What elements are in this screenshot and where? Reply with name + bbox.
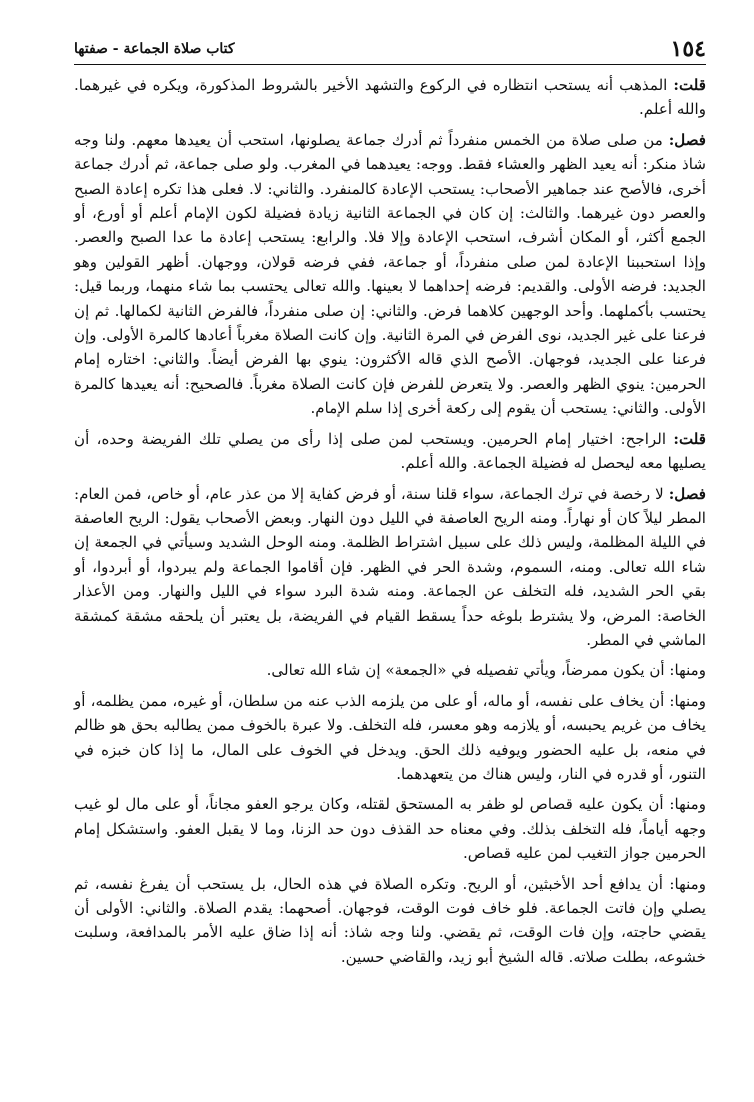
paragraph-text: لا رخصة في ترك الجماعة، سواء قلنا سنة، أو فرض كفاية إلا من عذر عام، أو خاص، فمن العام: المطر ليلاً كان أو نهاراً. ومنه الريح العاصفة في الليل دون النهار. وبعض الأصحاب يقول: الريح العاصفة في الليلة المظلمة، وليس ذلك على سبيل اشتراط الظلمة. ومنه الوحل الشديد وسيأتي في الجمعة إن شاء الله تعالى. ومنه، السموم، وشدة الحر في الظهر. فإن أقاموا الجماعة ولم يبردوا، أو أبردوا، أو بقي الحر الشديد، فله التخلف عن الجماعة. ومنه شدة البرد سواء في الليل والنهار. ومن الأعذار الخاصة: المرض، ولا يشترط بلوغه حداً يسقط القيام في الفريضة، بل يعتبر أن يلحقه مشقة كمشقة الماشي في المطر.: [74, 484, 706, 649]
paragraph-wa-minha-1: [74, 658, 706, 682]
paragraph-text: الراجح: اختيار إمام الحرمين. ويستحب لمن صلى إذا رأى من يصلي تلك الفريضة وحده، أن يصليها معه ليحصل له فضيلة الجماعة. والله أعلم.: [74, 429, 706, 473]
paragraph-wa-minha-2: [74, 689, 706, 787]
paragraph-text: من صلى صلاة من الخمس منفرداً ثم أدرك جماعة يصلونها، استحب أن يعيدها معهم. ولنا وجه شاذ منكر: أنه يعيد الظهر والعشاء فقط. ووجه: يعيدهما في المغرب. ولو صلى جماعة، ثم أدرك جماعة أخرى، فالأصح عند جماهير الأصحاب: يستحب الإعادة كالمنفرد. والثاني: لا. فعلى هذا تكره إعادة الصبح والعصر دون غيرهما. والثالث: إن كان في الجماعة الثانية زيادة فضيلة لكون الإمام أعلم أو أورع، أو الجمع أكثر، أو المكان أشرف، استحب الإعادة وإلا فلا. والرابع: يستحب إعادة ما عدا الصبح والعصر. وإذا استحببنا الإعادة لمن صلى منفرداً، أو جماعة، ففي فرضه قولان، ووجهان. أظهر القولين وهو الجديد: فرضه الأولى. والقديم: فرضه إحداهما لا بعينها. والله تعالى يحتسب بما شاء منهما، وربما قيل: يحتسب بأكملهما. وأحد الوجهين كلاهما فرض. والثاني: إن صلى منفرداً، فالفرض الثانية لكمالها. ثم إن فرعنا على غير الجديد، نوى الفرض في المرة الثانية. وإن كانت الصلاة مغرباً أعادها كالمرة الأولى. وإن فرعنا على الجديد، فوجهان. الأصح الذي قاله الأكثرون: ينوي بها الفرض أيضاً. والثاني: اختاره إمام الحرمين: ينوي الظهر والعصر. ولا يتعرض للفرض فإن كانت الصلاة مغرباً. فالصحيح: أنه يعيدها كالمرة الأولى. والثاني: يستحب أن يقوم إلى ركعة أخرى إذا سلم الإمام.: [74, 130, 706, 418]
page-body: [74, 73, 706, 969]
paragraph-text: ومنها: أن يكون ممرضاً، ويأتي تفصيله في «الجمعة» إن شاء الله تعالى.: [266, 661, 706, 680]
page-header: [74, 30, 706, 65]
paragraph-text: المذهب أنه يستحب انتظاره في الركوع والتشهد الأخير بالشروط المذكورة، ويكره في غيرهما. والله أعلم.: [74, 76, 706, 119]
paragraph-fasl-1: [74, 128, 706, 421]
paragraph-text: ومنها: أن يدافع أحد الأخبثين، أو الريح. وتكره الصلاة في هذه الحال، بل يستحب أن يفرغ نفسه، ثم يصلي وإن فاتت الجماعة. فلو خاف فوت الوقت، فوجهان. أصحهما: يقدم الصلاة. والثاني: الأولى أن يقضي حاجته، وإن فات الوقت، ثم يقضي. ولنا وجه شاذ: أنه إذا ضاق عليه الأمر بالمدافعة، وسلبت خشوعه، بطلت صلاته. قاله الشيخ أبو زيد، والقاضي حسين.: [74, 874, 706, 966]
paragraph-text: ومنها: أن يخاف على نفسه، أو ماله، أو على من يلزمه الذب عنه من سلطان، أو غيره، ممن يظلمه، أو يخاف من غريم يحبسه، أو يلازمه وهو معسر، فله التخلف. ولا عبرة بالخوف ممن يطالبه بحق هو ظالم في منعه، بل عليه الحضور ويوفيه ذلك الحق. ويدخل في الخوف على المال، ما إذا كان خبزه في التنور، أو قدره في النار، وليس هناك من يتعهدهما.: [74, 691, 706, 783]
paragraph-label: قلت:: [673, 76, 706, 94]
paragraph-text: ومنها: أن يكون عليه قصاص لو ظفر به المستحق لقتله، وكان يرجو العفو مجاناً، أو على مال لو غيب وجهه أياماً، فله التخلف بذلك. وفي معناه حد القذف دون حد الزنا، وما لا يقبل العفو. واستشكل إمام الحرمين جواز التغيب لمن عليه قصاص.: [74, 795, 706, 863]
paragraph-qultu-1: [74, 73, 706, 122]
paragraph-qultu-2: [74, 427, 706, 476]
paragraph-label: فصل:: [668, 484, 706, 503]
paragraph-label: قلت:: [673, 429, 706, 448]
page-number: ١٥٤: [670, 36, 706, 62]
paragraph-fasl-2: [74, 482, 706, 653]
running-title: كتاب صلاة الجماعة - صفتها: [74, 41, 235, 57]
paragraph-wa-minha-4: [74, 872, 706, 970]
book-page: [74, 30, 706, 1080]
paragraph-label: فصل:: [668, 130, 706, 149]
paragraph-wa-minha-3: [74, 792, 706, 865]
